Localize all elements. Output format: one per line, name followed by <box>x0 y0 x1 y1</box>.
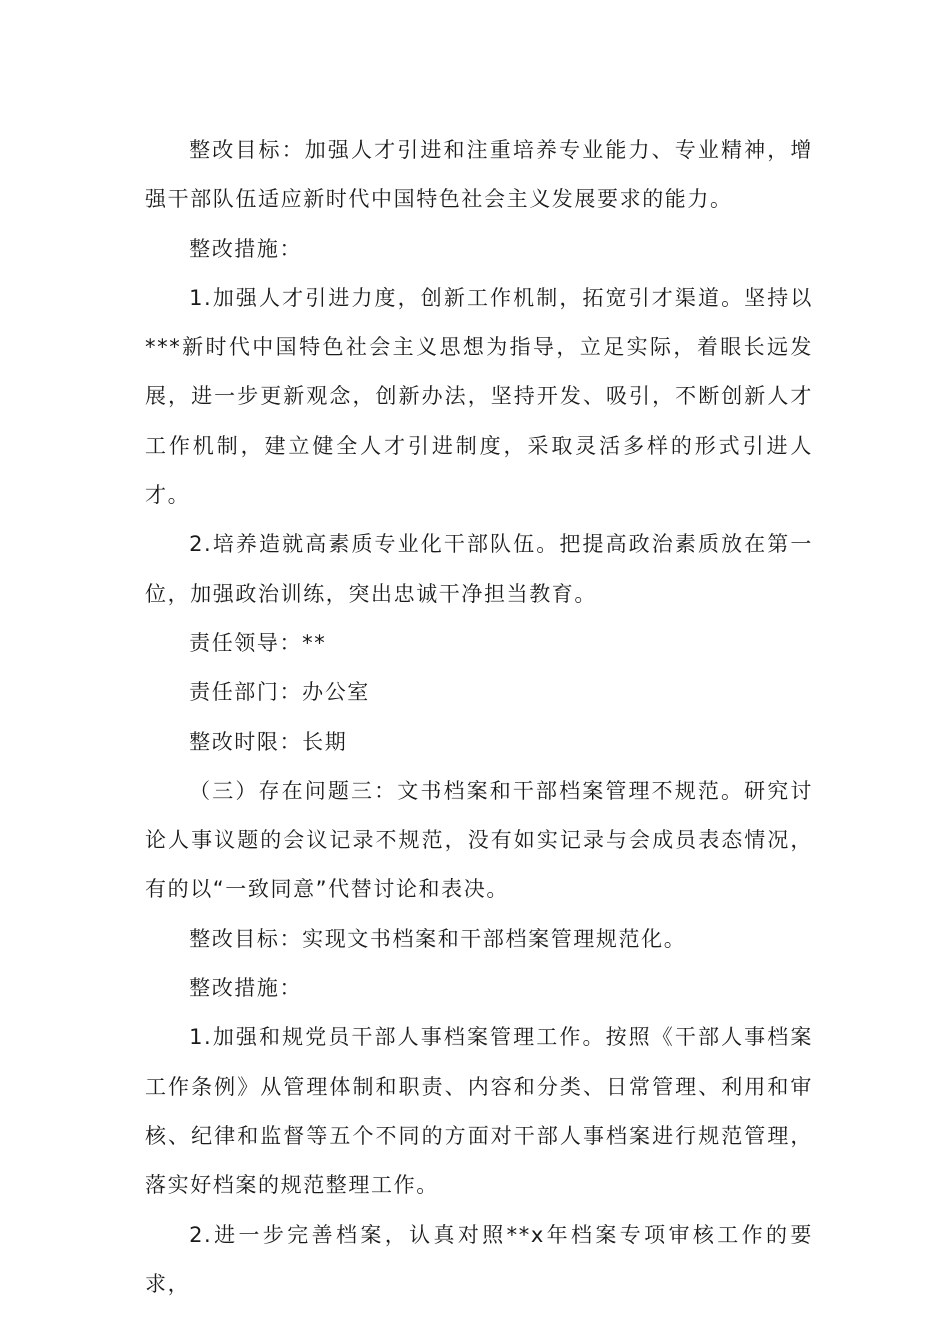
paragraph-measure-2-cadres: 2.培养造就高素质专业化干部队伍。把提高政治素质放在第一位，加强政治训练，突出忠诚干净担当教育。 <box>145 532 813 606</box>
paragraph-measure-1-archives: 1.加强和规党员干部人事档案管理工作。按照《干部人事档案工作条例》从管理体制和职责、内容和分类、日常管理、利用和审核、纪律和监督等五个不同的方面对干部人事档案进行规范管理，落实好档案的规范整理工作。 <box>145 1025 813 1198</box>
paragraph-rectification-measures-heading: 整改措施： <box>189 236 303 261</box>
paragraph-rectification-goal-archives: 整改目标：实现文书档案和干部档案管理规范化。 <box>189 926 687 951</box>
paragraph-responsible-leader: 责任领导：** <box>189 630 327 655</box>
paragraph-rectification-deadline: 整改时限：长期 <box>189 729 348 754</box>
paragraph-measure-1-talent: 1.加强人才引进力度，创新工作机制，拓宽引才渠道。坚持以***新时代中国特色社会主义思想为指导，立足实际，着眼长远发展，进一步更新观念，创新办法，坚持开发、吸引，不断创新人才工作机制，建立健全人才引进制度，采取灵活多样的形式引进人才。 <box>145 285 813 508</box>
paragraph-measure-2-archives: 2.进一步完善档案，认真对照**x年档案专项审核工作的要求， <box>145 1222 813 1296</box>
document-body <box>145 126 813 1309</box>
paragraph-rectification-goal: 整改目标：加强人才引进和注重培养专业能力、专业精神，增强干部队伍适应新时代中国特色社会主义发展要求的能力。 <box>145 138 813 212</box>
paragraph-responsible-department: 责任部门：办公室 <box>189 680 370 705</box>
paragraph-rectification-measures-heading-2: 整改措施： <box>189 976 303 1001</box>
paragraph-problem-three: （三）存在问题三：文书档案和干部档案管理不规范。研究讨论人事议题的会议记录不规范，没有如实记录与会成员表态情况，有的以“一致同意”代替讨论和表决。 <box>145 778 813 902</box>
